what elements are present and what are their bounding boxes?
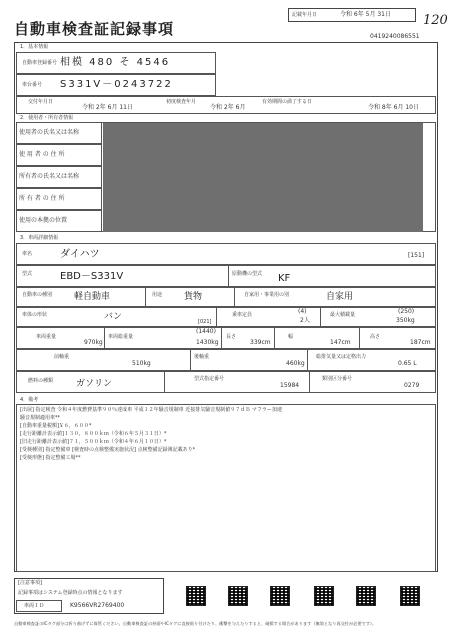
use-value: 貨物 (184, 292, 203, 302)
first-reg-label: 初度検査年月 (166, 99, 197, 105)
engine-label: 原動機の型式 (232, 271, 263, 277)
front-axle-value: 510kg (132, 360, 151, 367)
designation-value: 15984 (280, 382, 300, 389)
base-location-label: 使用の本拠の位置 (19, 217, 68, 224)
owner-name-label: 所有者の氏名又は名称 (19, 173, 80, 180)
issue-label: 交付年月日 (28, 99, 54, 105)
bottom-note: 自動車検査証のICタグ部分は折り曲げずに保管ください。自動車検査証の券面やICタグに直接貼り付けたり、衝撃を与えたりすると、破損する場合があります（無効となり再交付が必要です）。 (14, 621, 377, 626)
remark-line-4: [旧走行距離計表示値]７１，５００ｋｍ（令和４年６月１０日）* (20, 439, 167, 445)
load-label: 最大積載量 (330, 312, 356, 318)
width-label: 幅 (288, 334, 294, 340)
gross-alt: (1440) (196, 328, 216, 335)
chassis-label: 車台番号 (22, 82, 43, 88)
model-value: EBD－S331V (60, 271, 124, 282)
qr-code-1-icon (186, 586, 206, 606)
capacity-alt: (4) (298, 308, 307, 315)
rear-axle-label: 後軸重 (194, 354, 210, 360)
vehicle-name: ダイハツ (60, 249, 100, 260)
qr-code-2-icon (228, 586, 248, 606)
capacity-value: 2人 (300, 317, 310, 324)
length-value: 339cm (250, 339, 271, 346)
remark-line-3: [走行距離計表示値]１３０，８００ｋｍ（令和６年５月３１日）* (20, 431, 167, 437)
remark-line-2: [自動車重量税額]￥６，６００* (20, 423, 92, 429)
chassis-number: S331V－0243722 (60, 79, 173, 90)
engine-value: KF (278, 273, 291, 284)
remark-line-1: 騒音規制適用車** (20, 415, 61, 421)
plate-number: 相模 480 そ 4546 (60, 57, 171, 68)
issue-value: 令和 2年 6月 11日 (82, 104, 133, 111)
car-id-label: 車両ＩＤ (24, 603, 45, 609)
issue-date-label: 記載年月日 (292, 12, 318, 18)
remark-line-0: [出展] 指定検査 令和４年度燃費基準９０％達成車 平成１２年騒音規制車 近接排気騒音規制値９７ｄＢ マフラー加速 (20, 407, 282, 413)
designation-label: 型式指定番号 (194, 376, 225, 382)
document-number: 0419240086551 (370, 33, 420, 40)
document-title: 自動車検査証記録事項 (14, 20, 175, 38)
capacity-label: 乗車定員 (232, 312, 253, 318)
users-section-label: 2．使用者・所有者情報 (20, 115, 74, 121)
qr-code-6-icon (400, 586, 420, 606)
remark-line-6: [受検形態] 指定整備工場** (20, 455, 81, 461)
expiry-value: 令和 8年 6月 10日 (368, 104, 419, 111)
user-name-label: 使用者の氏名又は名称 (19, 129, 80, 136)
shape-label: 車体の形状 (22, 312, 48, 318)
fuel-label: 燃料の種類 (28, 378, 54, 384)
length-label: 長さ (226, 334, 237, 340)
qr-code-5-icon (356, 586, 376, 606)
gross-value: 1430kg (196, 339, 219, 346)
expiry-label: 有効期間の満了する日 (262, 99, 313, 105)
weight-value: 970kg (84, 339, 103, 346)
notice-text: 記録事項はシステム登録時点の情報となります (18, 590, 123, 596)
remarks-box (16, 404, 436, 572)
width-value: 147cm (330, 339, 351, 346)
weight-label: 車両重量 (36, 334, 57, 340)
use-label: 用途 (152, 292, 163, 298)
class-label: 類別区分番号 (322, 376, 353, 382)
user-address-label: 使 用 者 の 住 所 (19, 151, 65, 158)
height-value: 187cm (410, 339, 431, 346)
basic-section-label: 1．基本情報 (20, 44, 49, 50)
redacted-block (103, 123, 423, 232)
owner-address-label: 所 有 者 の 住 所 (19, 195, 65, 202)
model-label: 型式 (22, 271, 33, 277)
height-label: 高さ (370, 334, 381, 340)
car-id-value: K9566VR2769400 (70, 602, 125, 609)
load-value: 350kg (396, 317, 415, 324)
fuel-value: ガソリン (76, 379, 113, 389)
remarks-section-label: 4．備考 (20, 397, 39, 403)
private-label: 自家用・事業用の別 (244, 292, 290, 298)
private-value: 自家用 (326, 292, 354, 302)
class-value: 0279 (404, 382, 420, 389)
vehicle-name-code: [151] (408, 252, 425, 259)
issue-date: 令和 6年 5月 31日 (340, 11, 391, 18)
handwritten-mark: 120 (423, 13, 448, 28)
vehicle-section-label: 3．車両詳細情報 (20, 235, 59, 241)
shape-code: [021] (198, 319, 212, 325)
qr-code-3-icon (270, 586, 290, 606)
load-alt: (250) (398, 308, 415, 315)
gross-label: 車両総重量 (108, 334, 134, 340)
rear-axle-value: 460kg (286, 360, 305, 367)
notice-label: [注意事項] (18, 580, 42, 586)
type-label: 自動車の種別 (22, 292, 53, 298)
name-label: 車名 (22, 251, 33, 257)
plate-label: 自動車登録番号 (22, 60, 58, 66)
displacement-label: 総排気量又は定格出力 (316, 354, 367, 360)
first-reg-value: 令和 2年 6月 (210, 104, 246, 111)
type-value: 軽自動車 (74, 292, 111, 302)
shape-value: バン (104, 312, 123, 322)
displacement-value: 0.65 L (398, 360, 417, 367)
remark-line-5: [受検種別] 指定整備車 [検査時の点検整備実施状況] 点検整備記録簿記載あり* (20, 447, 196, 453)
front-axle-label: 前軸重 (54, 354, 70, 360)
qr-code-4-icon (314, 586, 334, 606)
